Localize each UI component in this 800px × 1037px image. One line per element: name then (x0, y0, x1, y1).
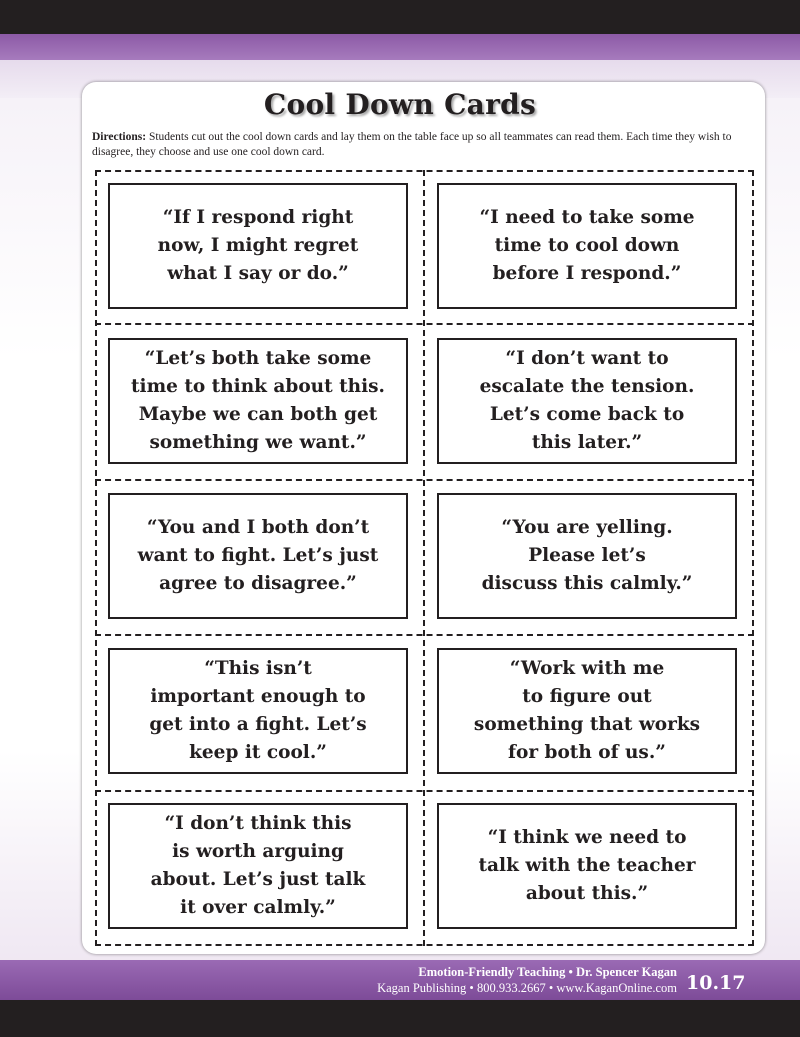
top-header-bar (0, 0, 800, 34)
cut-line-row-1 (95, 323, 754, 325)
card-quote: “I think we need to talk with the teacher about this.” (478, 827, 696, 904)
cool-down-card (437, 183, 737, 309)
cut-line-row-0 (95, 170, 754, 172)
card-quote: “Work with me to figure out something that works for both of us.” (473, 658, 701, 763)
card-quote: “This isn’t important enough to get into a fight. Let’s keep it cool.” (149, 658, 367, 763)
page-title: Cool Down Cards (263, 88, 537, 121)
cool-down-card (437, 338, 737, 464)
cool-down-card (108, 183, 408, 309)
footer-publisher: Kagan Publishing • 800.933.2667 • www.KaganOnline.com (377, 981, 677, 995)
cut-line-left (95, 170, 97, 946)
card-quote: “Let’s both take some time to think about this. Maybe we can both get something we want.” (131, 348, 385, 453)
card-quote: “You are yelling. Please let’s discuss this calmly.” (481, 517, 693, 594)
cool-down-card (108, 803, 408, 929)
cool-down-card (108, 648, 408, 774)
cut-line-row-3 (95, 634, 754, 636)
footer-book-title: Emotion-Friendly Teaching • Dr. Spencer Kagan (418, 965, 677, 979)
cut-line-right (752, 170, 754, 946)
cool-down-card (437, 493, 737, 619)
cool-down-card (437, 648, 737, 774)
directions-text: Students cut out the cool down cards and lay them on the table face up so all teammates can read them. Each time they wish to disagree, they choose and use one cool down card. (92, 131, 732, 158)
card-quote: “I need to take some time to cool down before I respond.” (479, 207, 695, 284)
directions-label: Directions: (92, 131, 147, 143)
cool-down-card (437, 803, 737, 929)
cool-down-card (108, 493, 408, 619)
card-quote: “I don’t want to escalate the tension. Let’s come back to this later.” (479, 348, 695, 453)
cut-line-row-2 (95, 479, 754, 481)
directions (92, 130, 752, 160)
cut-line-row-4 (95, 790, 754, 792)
card-quote: “If I respond right now, I might regret what I say or do.” (157, 207, 359, 284)
page-number: 10.17 (686, 972, 746, 994)
cool-down-card (108, 338, 408, 464)
cut-line-middle (423, 170, 425, 946)
top-purple-stripe (0, 34, 800, 60)
card-quote: “You and I both don’t want to fight. Let’s just agree to disagree.” (137, 517, 379, 594)
footer-credits (300, 965, 677, 996)
card-quote: “I don’t think this is worth arguing about. Let’s just talk it over calmly.” (150, 813, 366, 918)
cut-line-row-5 (95, 944, 754, 946)
footer-black-bar (0, 1000, 800, 1037)
